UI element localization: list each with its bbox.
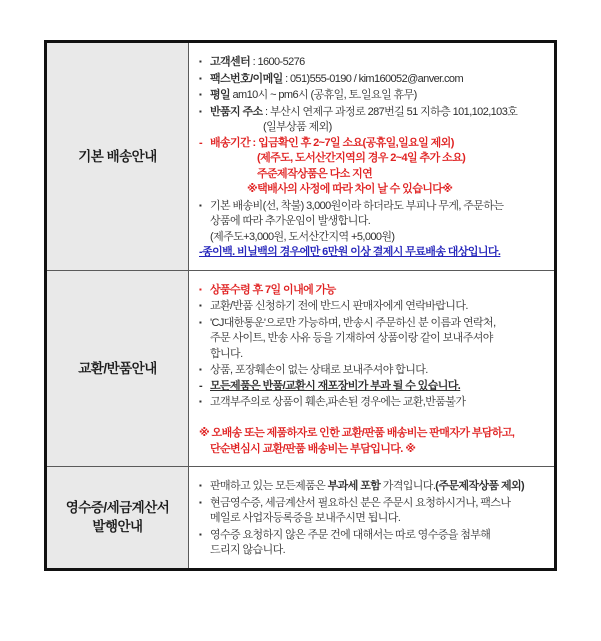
content-line	[199, 104, 546, 121]
row-header-text: 영수증/세금계산서	[65, 500, 170, 516]
content-line	[199, 478, 546, 495]
text-segment: 상품수령 후 7일 이내에 가능	[210, 283, 336, 296]
text-segment: 주문 사이트, 반송 사유 등을 기재하여 상품이랑 같이 보내주셔야	[210, 332, 493, 344]
blank-line	[199, 411, 546, 427]
text-segment: 메일로 사업자등록증을 보내주시면 됩니다.	[210, 512, 401, 524]
text-segment: (제주도+3,000원, 도서산간지역 +5,000원)	[210, 230, 395, 243]
text-segment: 팩스번호/이메일	[210, 72, 283, 85]
row-content	[189, 467, 554, 568]
content-line	[199, 495, 546, 512]
text-segment: (일부상품 제외)	[263, 121, 332, 133]
text-segment: 배송기간 : 입금확인 후 2~7일 소요(공휴일,일요일 제외)	[210, 136, 454, 149]
text-segment: 드리지 않습니다.	[210, 544, 286, 556]
text-segment: 단순변심시 교환/판품 배송비는 부담입니다. ※	[210, 442, 416, 455]
content-line	[199, 442, 546, 458]
row-header-text: 기본 배송안내	[78, 148, 157, 164]
row-header	[47, 467, 189, 568]
square-bullet-marker: ▪	[199, 90, 202, 99]
text-segment: 상품, 포장훼손이 없는 상태로 보내주셔야 합니다.	[210, 364, 428, 376]
content-line	[199, 120, 546, 136]
square-bullet-marker: ▪	[199, 365, 202, 374]
square-bullet-marker: ▪	[199, 481, 202, 490]
square-bullet-marker: ▪	[199, 397, 202, 406]
content-line	[199, 282, 546, 299]
table-row	[47, 466, 554, 568]
content-line	[199, 379, 546, 395]
content-line	[199, 71, 546, 88]
content-line	[199, 543, 546, 559]
content-line	[199, 214, 546, 230]
dash-bullet-marker: -	[199, 379, 203, 392]
content-line	[199, 331, 546, 347]
text-segment: 교환/반품 신청하기 전에 반드시 판매자에게 연락바랍니다.	[210, 300, 468, 312]
row-header	[47, 43, 189, 270]
row-content	[189, 271, 554, 467]
row-header	[47, 271, 189, 467]
content-line	[199, 347, 546, 363]
text-segment: 평일	[210, 89, 231, 101]
text-segment: -종이백. 비닐백의 경우에만 6만원 이상 결제시 무료배송 대상입니다.	[199, 246, 501, 258]
content-line	[199, 151, 546, 167]
text-segment: (제주도, 도서산간지역의 경우 2~4일 추가 소요)	[257, 152, 466, 164]
content-line	[199, 426, 546, 442]
row-header-text: 발행안내	[92, 519, 143, 535]
text-segment: 가격입니다.	[380, 480, 436, 492]
content-line	[199, 167, 546, 183]
text-segment: 현금영수증, 세금계산서 필요하신 분은 주문시 요청하시거나, 팩스나	[210, 496, 511, 509]
content-line	[199, 136, 546, 152]
text-segment: 'CJ대한통운'으로만 가능하며, 반송시 주문하신 분 이름과 연락처,	[210, 316, 496, 329]
table-row	[47, 43, 554, 270]
text-segment: ※택배사의 사정에 따라 차이 날 수 있습니다※	[247, 183, 453, 195]
content-line	[199, 511, 546, 527]
text-segment: : 1600-5276	[250, 56, 305, 68]
square-bullet-marker: ▪	[199, 317, 202, 327]
content-line	[199, 54, 546, 71]
text-segment: 합니다.	[210, 347, 243, 360]
text-segment: 부과세 포함	[327, 480, 381, 492]
square-bullet-marker: ▪	[199, 497, 202, 507]
square-bullet-marker: ▪	[199, 529, 202, 539]
text-segment: 기본 배송비(선, 착불) 3,000원이라 하더라도 부피나 무게, 주문하는	[210, 199, 504, 212]
text-segment: 영수증 요청하지 않은 주문 건에 대해서는 따로 영수증을 첨부해	[210, 528, 491, 541]
text-segment: ※ 오배송 또는 제품하자로 인한 교환/판품 배송비는 판매자가 부담하고,	[199, 427, 515, 439]
text-segment: 고객센터	[210, 56, 251, 68]
content-line	[199, 315, 546, 332]
dash-bullet-marker: -	[199, 136, 203, 149]
text-segment: 고객부주의로 상품이 훼손,파손된 경우에는 교환,반품불가	[210, 396, 466, 408]
square-bullet-marker: ▪	[199, 301, 202, 310]
text-segment: 반품지 주소	[210, 105, 263, 118]
info-table	[44, 40, 557, 571]
text-segment: 모든제품은 반품/교환시 재포장비가 부과 될 수 있습니다.	[210, 379, 461, 392]
text-segment: 상품에 따라 추가운임이 발생합니다.	[210, 215, 371, 227]
text-segment: 판매하고 있는 모든제품은	[210, 480, 328, 492]
content-line	[199, 527, 546, 544]
content-line	[199, 394, 546, 411]
square-bullet-marker: ▪	[199, 57, 202, 66]
square-bullet-marker: ▪	[199, 73, 202, 83]
square-bullet-marker: ▪	[199, 284, 202, 294]
text-segment: 주준제작상품은 다소 지연	[257, 167, 373, 180]
square-bullet-marker: ▪	[199, 200, 202, 210]
square-bullet-marker: ▪	[199, 106, 202, 116]
row-content	[189, 43, 554, 270]
content-line	[199, 198, 546, 215]
content-line	[199, 298, 546, 315]
row-header-text: 교환/반품안내	[78, 360, 157, 376]
text-segment: : 부산시 연제구 과정로 287번길 51 지하층 101,102,103호	[262, 105, 518, 118]
text-segment: am10시 ~ pm6시 (공휴일, 토.일요일 휴무)	[230, 89, 417, 101]
content-line	[199, 362, 546, 379]
text-segment: (주문제작상품 제외)	[435, 480, 525, 492]
table-row	[47, 270, 554, 467]
content-line	[199, 182, 546, 198]
content-line	[199, 230, 546, 246]
content-line	[199, 87, 546, 104]
content-line	[199, 245, 546, 261]
text-segment: : 051)555-0190 / kim160052@anver.com	[282, 72, 464, 85]
